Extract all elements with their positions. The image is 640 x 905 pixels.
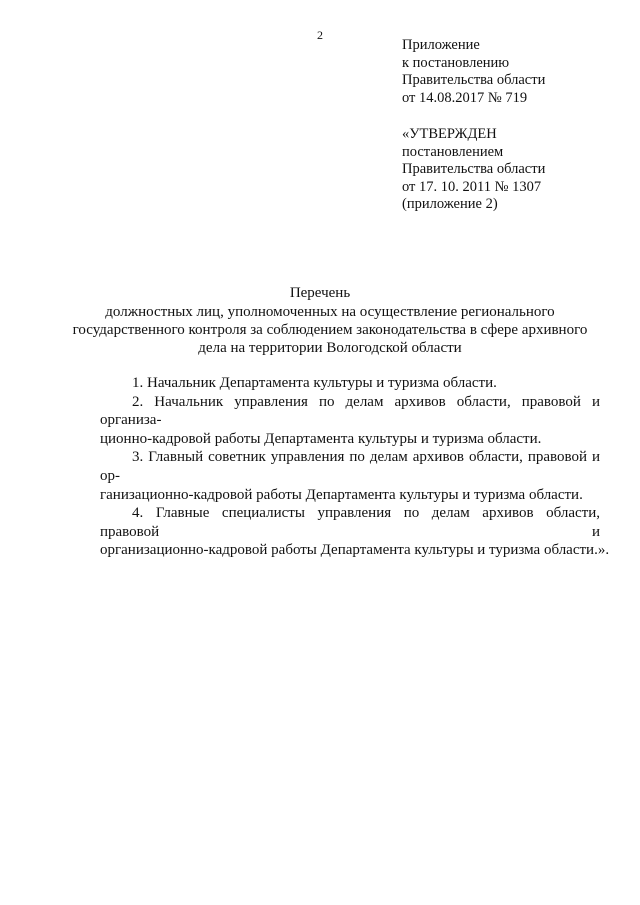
list-item-text: ционно-кадровой работы Департамента культуры и туризма области. xyxy=(100,430,542,447)
approved-appendix-ref: (приложение 2) xyxy=(402,196,498,212)
approved-line: Правительства области xyxy=(402,161,546,177)
list-item-text: ганизационно-кадровой работы Департамента культуры и туризма области. xyxy=(100,486,583,503)
approved-line: постановлением xyxy=(402,143,504,160)
list-item-text: 3. Главный советник управления по делам архивов области, правовой и ор- xyxy=(100,449,600,484)
list-item-text: организационно-кадровой работы Департамента культуры и туризма области.». xyxy=(100,542,610,559)
list-item xyxy=(68,393,600,449)
appendix-line: к постановлению xyxy=(402,54,510,71)
subtitle-line: дела на территории Вологодской области xyxy=(198,340,462,356)
list-item-text: 4. Главные специалисты управления по делам архивов области, правовой и xyxy=(100,505,600,540)
approved-heading: «УТВЕРЖДЕН xyxy=(402,126,497,142)
subtitle-line: государственного контроля за соблюдением законодательства в сфере архивного xyxy=(72,322,588,338)
officials-list xyxy=(68,374,610,560)
approved-date-line: от 17. 10. 2011 № 1307 xyxy=(402,178,542,195)
list-item xyxy=(68,448,600,504)
list-item-text: 2. Начальник управления по делам архивов области, правовой и организа- xyxy=(100,393,600,429)
appendix-date-line: от 14.08.2017 № 719 xyxy=(402,89,528,106)
list-item xyxy=(68,374,600,393)
appendix-block xyxy=(402,37,545,107)
page-number: 2 xyxy=(317,28,323,42)
document-title: Перечень xyxy=(289,285,351,301)
approved-block xyxy=(402,126,545,214)
appendix-line: Приложение xyxy=(402,37,480,53)
list-item-text: 1. Начальник Департамента культуры и туризма области. xyxy=(132,375,497,391)
list-item xyxy=(68,504,610,560)
appendix-line: Правительства области xyxy=(402,72,546,88)
document-subtitle xyxy=(60,303,600,357)
subtitle-line: должностных лиц, уполномоченных на осуществление регионального xyxy=(105,304,555,320)
